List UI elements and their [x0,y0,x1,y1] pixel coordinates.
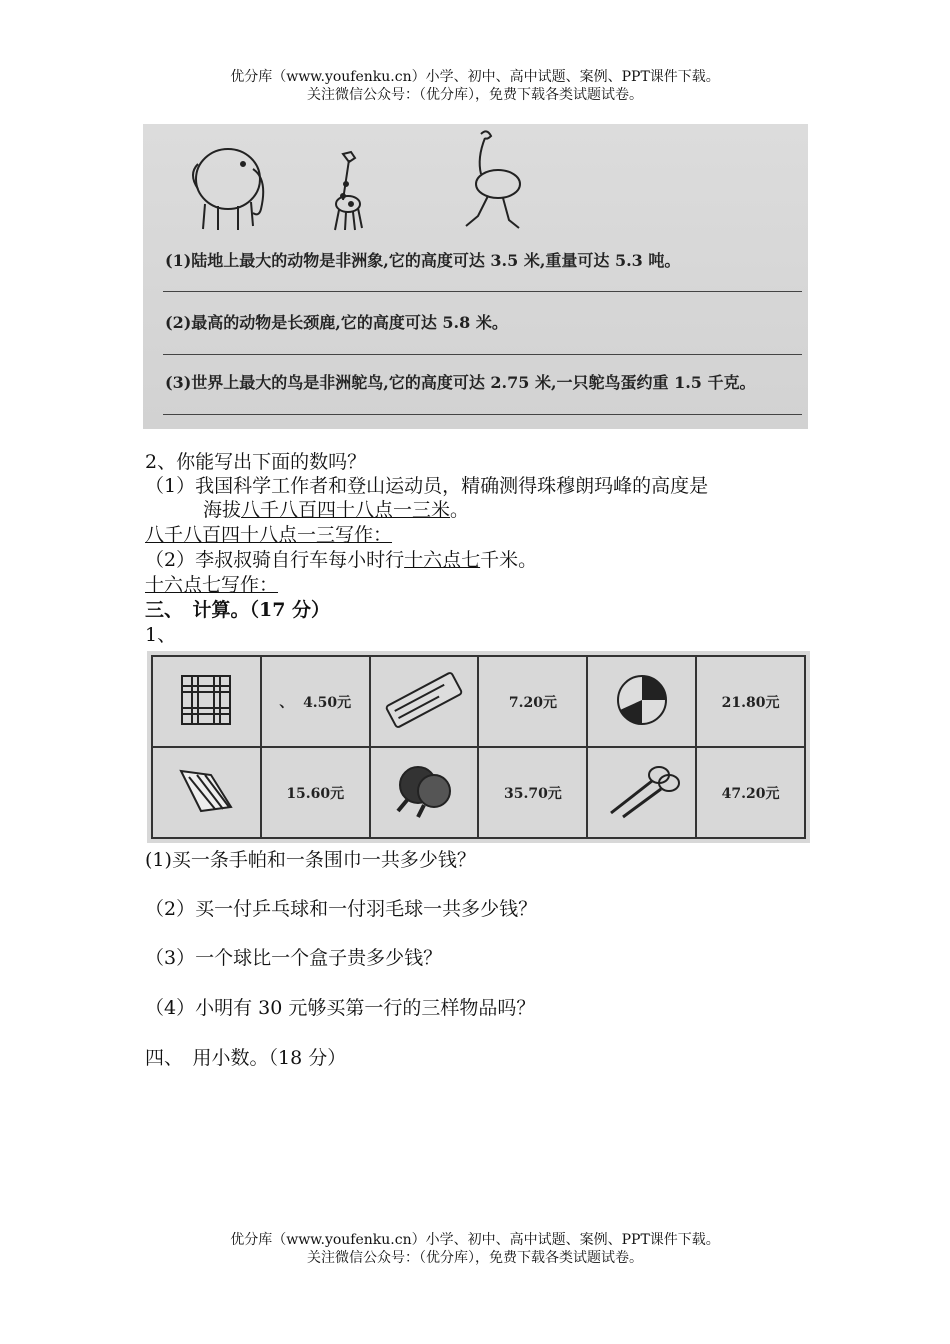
ostrich-icon [466,131,520,228]
handkerchief-icon [176,670,236,730]
handkerchief-cell [152,656,261,747]
badminton-cell [587,747,696,838]
badminton-rackets-icon [597,761,687,821]
animal-sentence-1: (1)陆地上最大的动物是非洲象,它的高度可达 3.5 米,重量可达 5.3 吨。 [165,251,681,270]
price-cell-badminton: 47.20元 [696,747,805,838]
q2-p1-prefix: 海拔 [203,499,242,521]
giraffe-icon [335,152,362,230]
price-table [151,655,806,839]
price-cell-pencil-box: 7.20元 [478,656,587,747]
scarf-icon [171,761,241,821]
page-header [0,68,950,104]
header-line-1: 优分库（www.youfenku.cn）小学、初中、高中试题、案例、PPT课件下载。 [230,69,720,85]
animals-drawing [143,124,808,234]
price-handkerchief: 4.50元 [303,694,352,711]
ball-cell [587,656,696,747]
q2-p1-line2 [145,498,469,522]
ping-pong-cell [370,747,479,838]
q2-p1-write-prompt: 八千八百四十八点一三写作： [145,524,393,546]
q2-title: 2、你能写出下面的数吗？ [145,451,367,473]
price-cell-ping-pong: 35.70元 [478,747,587,838]
ball-icon [612,670,672,730]
animal-sentence-2: (2)最高的动物是长颈鹿,它的高度可达 5.8 米。 [165,313,508,332]
pencil-box-icon [379,670,469,730]
answer-line-3 [163,414,802,415]
q2-p2-prefix: （2）李叔叔骑自行车每小时行 [145,549,405,571]
header-line-2: 关注微信公众号：（优分库），免费下载各类试题试卷。 [307,87,643,103]
section4-title: 四、 用小数。（18 分） [145,1047,347,1069]
ping-pong-paddles-icon [384,761,464,821]
q2-p2-write-prompt: 十六点七写作： [145,574,279,596]
q2-p1-underlined-number: 八千八百四十八点一三米 [241,499,451,521]
footer-line-2: 关注微信公众号：（优分库），免费下载各类试题试卷。 [307,1250,643,1266]
price-cell-handkerchief [261,656,370,747]
q2-p1-line1: （1）我国科学工作者和登山运动员，精确测得珠穆朗玛峰的高度是 [145,475,709,497]
animal-sentence-3: (3)世界上最大的鸟是非洲鸵鸟,它的高度可达 2.75 米,一只鸵鸟蛋约重 1.5 千克。 [165,373,756,392]
q2-p2-underlined-number: 十六点七 [404,549,481,571]
section3-question-3: （3）一个球比一个盒子贵多少钱？ [145,947,443,969]
footer-line-1: 优分库（www.youfenku.cn）小学、初中、高中试题、案例、PPT课件下载。 [230,1232,720,1248]
price-table-image [147,651,810,843]
answer-line-1 [163,291,802,292]
section3-sub: 1、 [145,624,177,646]
q2-p2-suffix: 千米。 [480,549,538,571]
elephant-icon [193,149,263,230]
section3-title: 三、 计算。（17 分） [145,599,331,621]
price-prefix-dot: 、 [279,694,294,711]
price-cell-ball: 21.80元 [696,656,805,747]
answer-line-2 [163,354,802,355]
section3-question-1: (1)买一条手帕和一条围巾一共多少钱？ [145,849,476,871]
section3-question-2: （2）买一付乒乓球和一付羽毛球一共多少钱？ [145,898,538,920]
price-cell-scarf: 15.60元 [261,747,370,838]
page-footer [0,1231,950,1267]
pencil-box-cell [370,656,479,747]
section3-question-4: （4）小明有 30 元够买第一行的三样物品吗？ [145,997,536,1019]
animals-image [143,124,808,429]
scarf-cell [152,747,261,838]
q2-p2-line [145,548,537,572]
q2-p1-suffix: 。 [450,499,470,521]
